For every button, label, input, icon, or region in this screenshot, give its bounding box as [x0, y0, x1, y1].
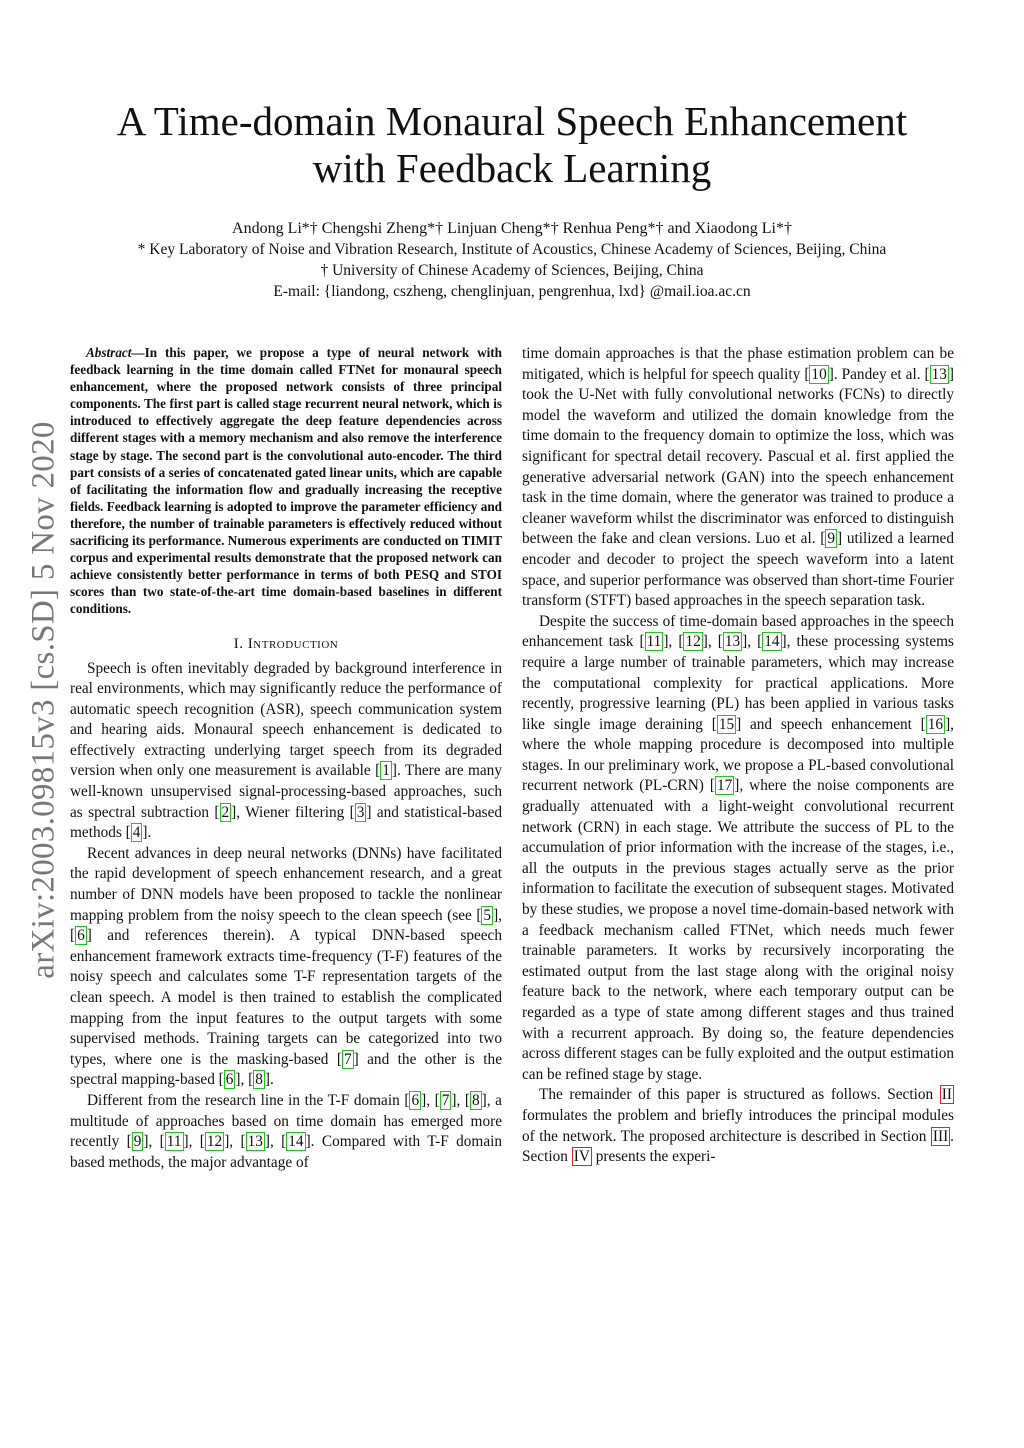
citation-link[interactable]: 17 — [716, 777, 733, 795]
author-block — [0, 218, 1024, 302]
citation-link[interactable]: 10 — [811, 365, 827, 383]
abstract-label: Abstract— — [86, 345, 145, 360]
arxiv-identifier: arXiv:2003.09815v3 [cs.SD] 5 Nov 2020 — [25, 421, 62, 979]
right-column — [522, 344, 954, 1168]
affiliation-2: † University of Chinese Academy of Sciences, Beijing, China — [320, 262, 704, 279]
intro-paragraph-1: Speech is often inevitably degraded by background interference in real environments, which may significantly reduce the performance of automatic speech recognition (ASR), speech communication system and hearing aids. Monaural speech enhancement is dedicated to effectively extracting underlying target speech from its degraded version when only one measurement is available [ 1 ]. There are many well-known unsupervised signal-processing-based approaches, such as spectral subtraction [ 2 ], Wiener filtering [ 3 ] and statistical-based methods [ 4 ]. — [70, 659, 503, 842]
citation-link[interactable]: 4 — [132, 824, 141, 842]
citation-link[interactable]: 5 — [483, 906, 492, 924]
citation-link[interactable]: 11 — [646, 633, 662, 651]
citation-link[interactable]: 6 — [411, 1091, 420, 1109]
section-heading-introduction — [70, 636, 502, 653]
abstract — [70, 344, 502, 618]
section-title: Introduction — [247, 635, 339, 652]
right-paragraph-2: Despite the success of time-domain based approaches in the speech enhancement task [ 11 ], [ 12 ], [ 13 ], [ 14 ], these processing systems require a large number of trainable parameters, which may increase the computational complexity for practical applications. More recently, progressive learning (PL) has been applied in various tasks like single image deraining [ 15 ] and speech enhancement [ 16 ], where the whole mapping procedure is decomposed into multiple stages. In our preliminary work, we propose a PL-based convolutional recurrent network (PL-CRN) [ 17 ], where the noise components are gradually attenuated with a light-weight convolutional recurrent network (CRN) in each stage. We attribute the success of PL to the accumulation of prior information with the increase of the stages, i.e., all the outputs in the previous stages actually serve as the prior information to facilitate the execution of subsequent stages. Motivated by these studies, we propose a novel time-domain-based network with a feedback mechanism called FTNet, which needs much fewer trainable parameters. It works by recursively incorporating the estimated output from the last stage along with the original noisy feature back to the network, where each temporary output can be regarded as a type of state among different stages and thus trained with a recurrent approach. By doing so, the feature dependencies across different stages can be fully exploited and the output estimation can be refined stage by stage. — [522, 612, 955, 1083]
citation-link[interactable]: 12 — [685, 633, 701, 651]
citation-link[interactable]: 2 — [221, 803, 230, 821]
citation-link[interactable]: 11 — [166, 1133, 182, 1151]
title-line-1: A Time-domain Monaural Speech Enhancement — [116, 98, 908, 144]
citation-link[interactable]: 3 — [356, 803, 365, 821]
citation-link[interactable]: 14 — [764, 633, 780, 651]
citation-link[interactable]: 8 — [255, 1071, 263, 1089]
citation-link[interactable]: 9 — [827, 530, 836, 548]
intro-paragraph-2: Recent advances in deep neural networks (DNNs) have facilitated the rapid development of speech enhancement research, and a great number of DNN models have been proposed to tackle the nonlinear mapping problem from the noisy speech to the clean speech (see [ 5 ], [ 6 ] and references therein). A typical DNN-based speech enhancement framework extracts time-frequency (T-F) features of the noisy speech and calculates some T-F representation targets of the clean speech. A model is then trained to establish the complicated mapping from the input features to the output targets with some supervised methods. Training targets can be categorized into two types, where one is the masking-based [ 7 ] and the other is the spectral mapping-based [ 6 ], [ 8 ]. — [70, 844, 502, 1089]
section-link[interactable]: II — [941, 1086, 952, 1104]
citation-link[interactable]: 12 — [206, 1133, 223, 1151]
citation-link[interactable]: 13 — [247, 1133, 263, 1151]
citation-link[interactable]: 15 — [718, 715, 735, 733]
citation-link[interactable]: 1 — [382, 762, 390, 780]
left-column — [70, 344, 502, 1173]
section-link[interactable]: IV — [573, 1148, 590, 1166]
citation-link[interactable]: 13 — [724, 633, 741, 651]
paper-title — [0, 98, 1024, 192]
citation-link[interactable]: 6 — [225, 1071, 234, 1089]
author-list: Andong Li*† Chengshi Zheng*† Linjuan Cheng*† Renhua Peng*† and Xiaodong Li*† — [232, 220, 792, 237]
citation-link[interactable]: 7 — [343, 1050, 352, 1068]
affiliation-1: * Key Laboratory of Noise and Vibration Research, Institute of Acoustics, Chinese Academy of Sciences, Beijing, China — [137, 241, 887, 258]
citation-link[interactable]: 8 — [472, 1091, 480, 1109]
citation-link[interactable]: 7 — [441, 1091, 450, 1109]
citation-link[interactable]: 9 — [133, 1133, 142, 1151]
right-paragraph-3: The remainder of this paper is structured as follows. Section II formulates the problem and briefly introduces the principal modules of the network. The proposed architecture is described in Section III . Section IV presents the experi- — [522, 1086, 954, 1166]
citation-link[interactable]: 14 — [288, 1133, 304, 1151]
citation-link[interactable]: 16 — [927, 715, 944, 733]
abstract-text: In this paper, we propose a type of neural network with feedback learning in the time domain called FTNet for monaural speech enhancement, where the proposed network consists of three principal components. The first part is called stage recurrent neural network, which is introduced to effectively aggregate the deep feature dependencies across different stages with a memory mechanism and also remove the interference stage by stage. The second part is the convolutional auto-encoder. The third part consists of a series of concatenated gated linear units, which are capable of facilitating the information flow and gradually increasing the receptive fields. Feedback learning is adopted to improve the parameter efficiency and therefore, the number of trainable parameters is effectively reduced without sacrificing its performance. Numerous experiments are conducted on TIMIT corpus and experimental results demonstrate that the proposed network can achieve consistently better performance in terms of both PESQ and STOI scores than two state-of-the-art time domain-based baselines in different conditions. — [70, 345, 502, 617]
citation-link[interactable]: 13 — [931, 365, 947, 383]
right-paragraph-1: time domain approaches is that the phase estimation problem can be mitigated, which is helpful for speech quality [ 10 ]. Pandey et al. [ 13 ] took the U-Net with fully convolutional networks (FCNs) to directly model the waveform and utilized the domain knowledge from the time domain to the frequency domain to optimize the loss, which was significant for spectral detail recovery. Pascual et al. first applied the generative adversarial network (GAN) into the speech enhancement task in the time domain, where the generator was trained to produce a cleaner waveform whilst the discriminator was enforced to distinguish between the fake and clean versions. Luo et al. [ 9 ] utilized a learned encoder and decoder to project the speech waveform into a latent space, and superior performance was observed than short-time Fourier transform (STFT) based approaches in the speech separation task. — [522, 345, 954, 610]
citation-link[interactable]: 6 — [77, 927, 85, 945]
title-line-2: with Feedback Learning — [312, 145, 712, 191]
section-link[interactable]: III — [932, 1127, 949, 1145]
section-number: I. — [233, 635, 244, 652]
email-line: E-mail: {liandong, cszheng, chenglinjuan, pengrenhua, lxd} @mail.ioa.ac.cn — [273, 283, 751, 300]
intro-paragraph-3: Different from the research line in the T-F domain [ 6 ], [ 7 ], [ 8 ], a multitude of approaches based on time domain has emerged more recently [ 9 ], [ 11 ], [ 12 ], [ 13 ], [ 14 ]. Compared with T-F domain based methods, the major advantage of — [70, 1091, 503, 1171]
